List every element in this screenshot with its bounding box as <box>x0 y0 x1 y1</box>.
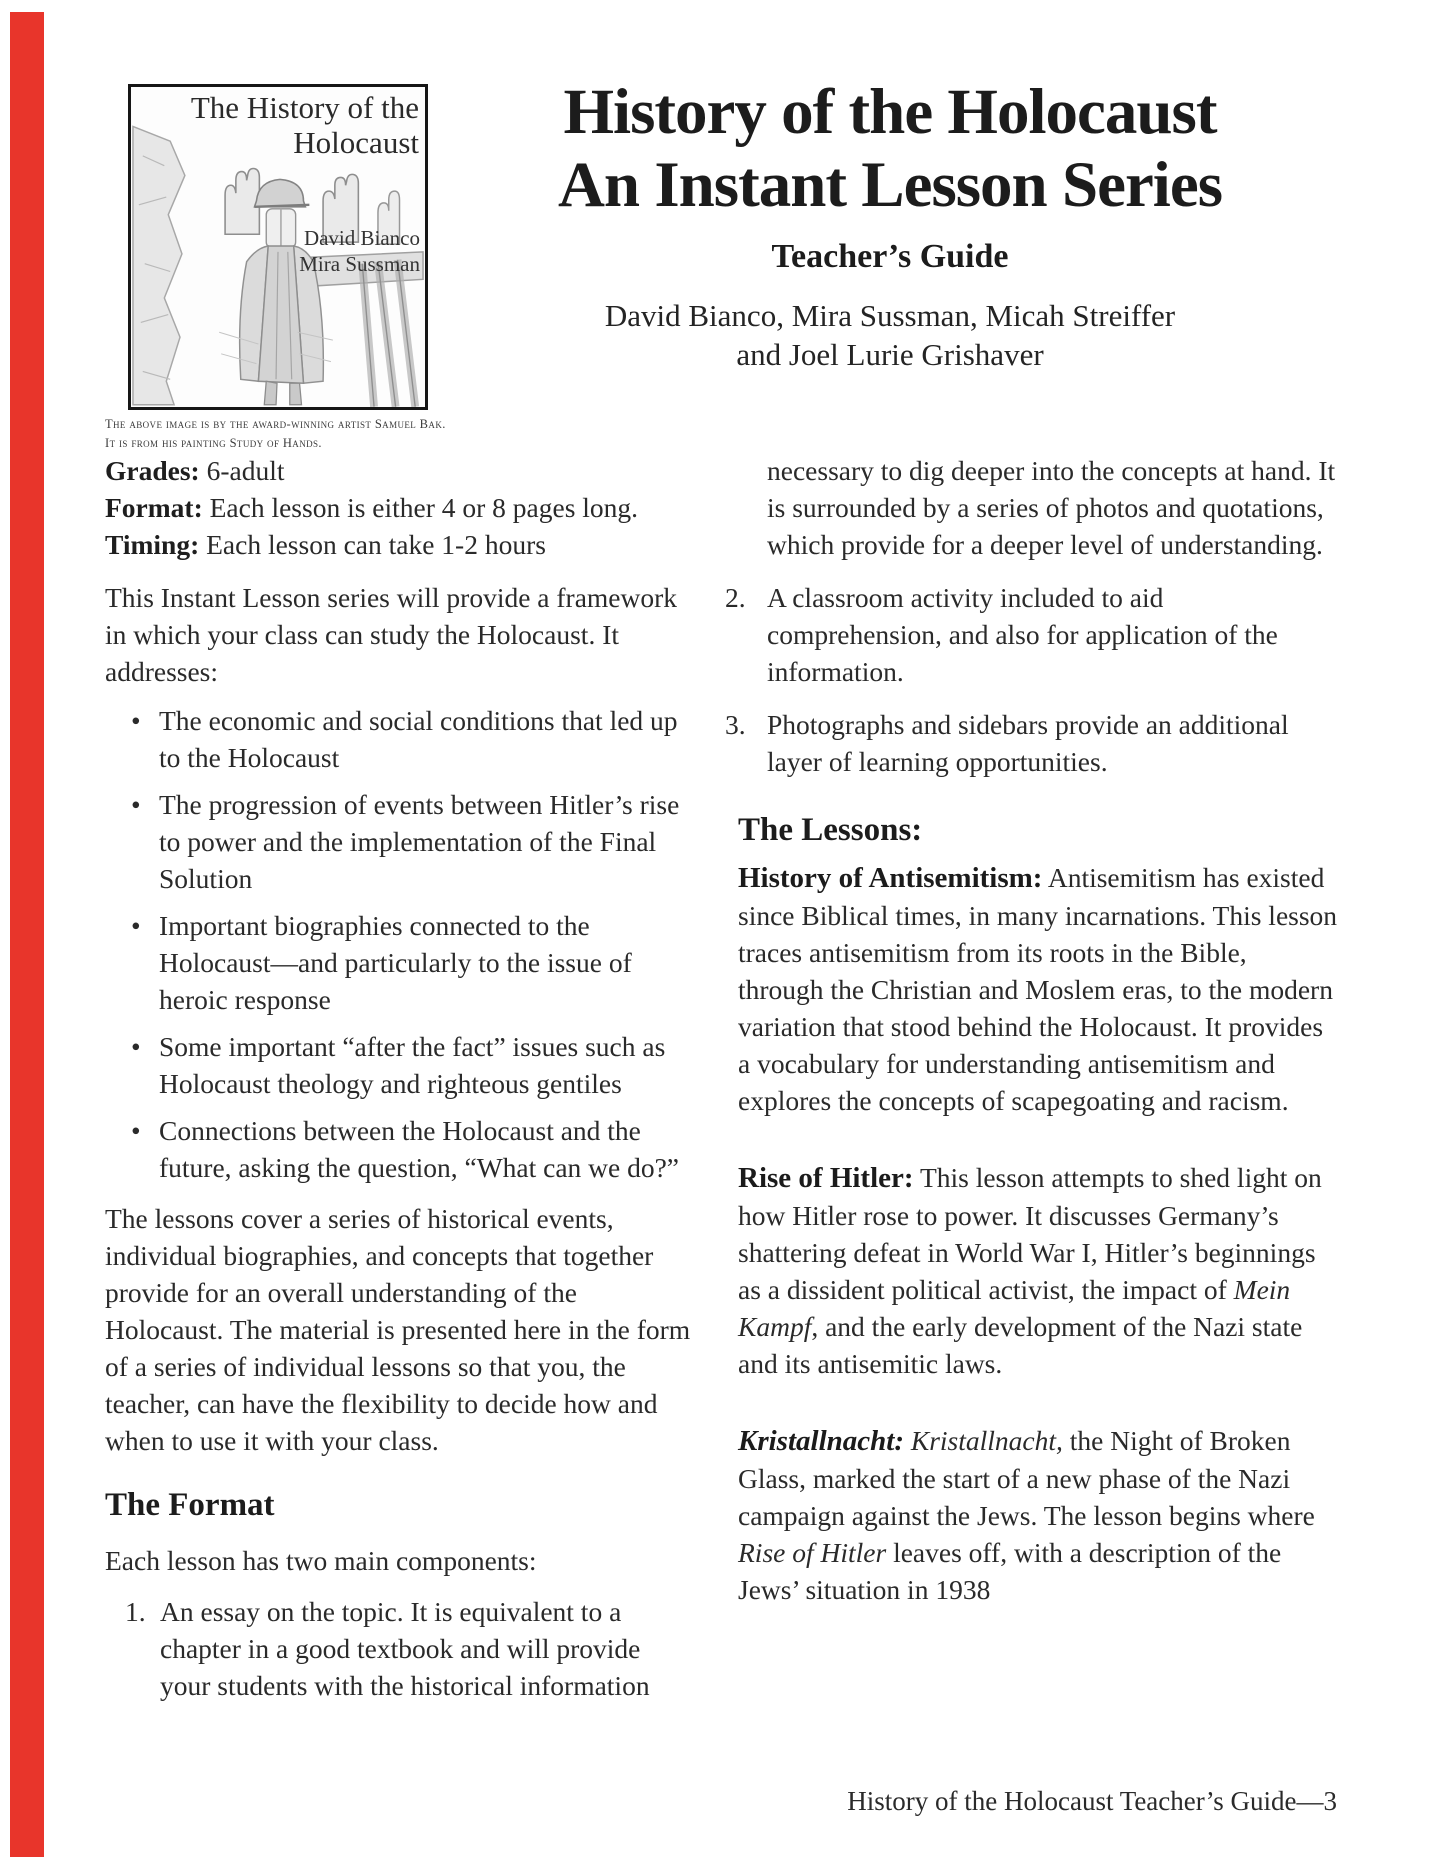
item-number: 3. <box>725 709 746 740</box>
lesson-history-of-antisemitism <box>738 859 1338 1119</box>
lesson-title: Kristallnacht: <box>738 1425 904 1457</box>
bullet-glyph: • <box>131 1115 141 1146</box>
page-subtitle: Teacher’s Guide <box>771 237 1009 275</box>
meta-format-label: Format: <box>105 492 203 523</box>
cover-title <box>137 91 419 160</box>
meta-format-value: Each lesson is either 4 or 8 pages long. <box>209 492 639 523</box>
bullet-text: Important biographies connected to the Holocaust—and particularly to the issue of heroic response <box>159 910 632 1015</box>
numbered-item-3 <box>725 706 1338 780</box>
page-header <box>440 76 1340 374</box>
authors-line <box>440 296 1340 374</box>
topics-bullet-list <box>105 702 697 1186</box>
bullet-text: Some important “after the fact” issues such as Holocaust theology and righteous gentiles <box>159 1031 666 1099</box>
italic-term: Mein Kampf <box>738 1274 1291 1342</box>
numbered-item-2 <box>725 579 1338 690</box>
lessons-section <box>738 812 1338 1608</box>
list-item <box>105 907 697 1018</box>
bullet-glyph: • <box>131 910 141 941</box>
left-column <box>105 452 697 1704</box>
lesson-title: Rise of Hitler: <box>738 1162 914 1194</box>
meta-timing <box>105 526 697 563</box>
numbered-item-1-continued: necessary to dig deeper into the concepts at hand. It is surrounded by a series of photos and quotations, which provide for a deeper level of understanding. <box>767 455 1336 560</box>
meta-format <box>105 489 697 526</box>
list-item <box>105 786 697 897</box>
lesson-body: , and the early development of the Nazi state and its antisemitic laws. <box>738 1311 1303 1379</box>
left-margin-accent-bar <box>10 12 44 1857</box>
bullet-text: The economic and social conditions that led up to the Holocaust <box>159 705 678 773</box>
bullet-text: Connections between the Holocaust and the future, asking the question, “What can we do?” <box>159 1115 680 1183</box>
page-title-line2: An Instant Lesson Series <box>557 148 1223 221</box>
cover-author-2: Mira Sussman <box>299 252 420 277</box>
list-item <box>105 1112 697 1186</box>
cover-caption: The above image is by the award-winning artist Samuel Bak. It is from his painting Study of Hands. <box>105 417 446 451</box>
authors-line1: David Bianco, Mira Sussman, Micah Streiffer <box>604 297 1176 333</box>
meta-timing-label: Timing: <box>105 529 200 560</box>
bullet-glyph: • <box>131 1031 141 1062</box>
page-title-line1: History of the Holocaust <box>563 76 1217 148</box>
authors-line2: and Joel Lurie Grishaver <box>736 336 1044 372</box>
page-title <box>440 76 1340 222</box>
item-text: An essay on the topic. It is equivalent to a chapter in a good textbook and will provide your students with the historical information <box>160 1596 650 1701</box>
numbered-item-1 <box>105 1593 697 1704</box>
item-number: 1. <box>125 1596 146 1627</box>
format-intro: Each lesson has two main components: <box>105 1545 537 1576</box>
intro-paragraph: This Instant Lesson series will provide a framework in which your class can study the Holocaust. It addresses: <box>105 582 678 687</box>
meta-grades <box>105 452 697 489</box>
item-number: 2. <box>725 582 746 613</box>
right-column <box>725 452 1338 1648</box>
lesson-body: This lesson attempts to shed light on how Hitler rose to power. It discusses Germany’s shattering defeat in World War I, Hitler’s beginnings as a dissident political activist, the impact of <box>738 1162 1322 1305</box>
meta-timing-value: Each lesson can take 1-2 hours <box>206 529 546 560</box>
italic-term: Rise of Hitler <box>738 1537 887 1568</box>
bullet-text: The progression of events between Hitler’s rise to power and the implementation of the Final Solution <box>159 789 680 894</box>
overview-paragraph: The lessons cover a series of historical events, individual biographies, and concepts that together provide for an overall understanding of the Holocaust. The material is presented here in the form of a series of individual lessons so that you, the teacher, can have the flexibility to decide how and when to use it with your class. <box>105 1203 691 1456</box>
meta-grades-label: Grades: <box>105 455 200 486</box>
item-text: Photographs and sidebars provide an additional layer of learning opportunities. <box>767 709 1289 777</box>
list-item <box>105 702 697 776</box>
section-heading-format: The Format <box>105 1487 275 1523</box>
meta-grades-value: 6-adult <box>206 455 285 486</box>
cover-author-1: David Bianco <box>303 226 420 250</box>
page-footer: History of the Holocaust Teacher’s Guide—3 <box>847 1786 1337 1816</box>
list-item <box>105 1028 697 1102</box>
book-cover-image <box>128 84 428 410</box>
lesson-body: Antisemitism has existed since Biblical times, in many incarnations. This lesson traces antisemitism from its roots in the Bible, through the Christian and Moslem eras, to the modern variation that stood behind the Holocaust. It provides a vocabulary for understanding antisemitism and explores the concepts of scapegoating and racism. <box>738 862 1338 1116</box>
item-text: A classroom activity included to aid comprehension, and also for application of the information. <box>767 582 1278 687</box>
italic-term: Kristallnacht, <box>910 1425 1063 1456</box>
lesson-title: History of Antisemitism: <box>738 862 1043 894</box>
cover-title-line1: The History of the <box>190 90 419 125</box>
lesson-body: the Night of Broken Glass, marked the start of a new phase of the Nazi campaign against the Jews. The lesson begins where <box>738 1425 1315 1531</box>
bullet-glyph: • <box>131 705 141 736</box>
section-heading-lessons: The Lessons: <box>738 812 923 848</box>
bullet-glyph: • <box>131 789 141 820</box>
cover-authors <box>299 225 420 278</box>
lesson-body: leaves off, with a description of the Jews’ situation in 1938 <box>738 1537 1282 1605</box>
lesson-rise-of-hitler <box>738 1159 1338 1382</box>
lesson-kristallnacht <box>738 1422 1338 1608</box>
cover-title-line2: Holocaust <box>293 124 419 160</box>
